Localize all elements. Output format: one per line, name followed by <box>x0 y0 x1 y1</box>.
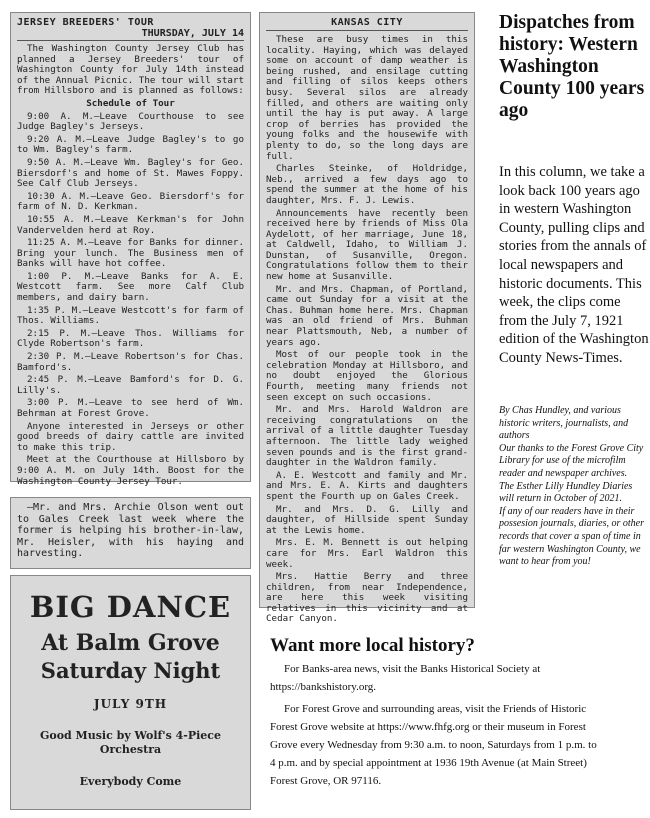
clipping-paragraph: Anyone interested in Jerseys or other good breeds of dairy cattle are invited to make this trip. <box>17 420 244 453</box>
clipping-paragraph: Meet at the Courthouse at Hillsboro by 9:00 A. M. on July 14th. Boost for the Washington County Jersey Tour. <box>17 454 244 487</box>
ad-time: Saturday Night <box>40 658 221 683</box>
clipping-paragraph: —Mr. and Mrs. Archie Olson went out to Gales Creek last week where the former is helping his brother-in-law, Mr. Heisler, with his haying and harvesting. <box>17 502 244 559</box>
clipping-big-dance-ad <box>10 575 251 810</box>
schedule-item: 1:00 P. M.—Leave Banks for A. E. Westcott farm. See more Calf Club members, and dairy barn. <box>17 270 244 304</box>
credit-line: Our thanks to the Forest Grove City Library for use of the microfilm reader and newspaper archives. <box>499 442 644 479</box>
schedule-item: 3:00 P. M.—Leave to see herd of Wm. Behrman at Forest Grove. <box>17 397 244 419</box>
clipping-paragraph: These are busy times in this locality. Haying, which was delayed some on account of damp weather is being rushed, and ensilage cutting and filling of silos keeps others busy. Several silos are already filled, and others are waiting only until the hay is put away. A large crop of berries has provided the young folks and the housewife with plenty to do, so the long days are full. <box>266 34 468 162</box>
clipping-kansas-city <box>259 12 475 625</box>
schedule-item: 11:25 A. M.—Leave for Banks for dinner. Bring your lunch. The Business men of Banks will have hot coffee. <box>17 237 244 270</box>
schedule-item: 9:50 A. M.—Leave Wm. Bagley's for Geo. Biersdorf's and home of St. Mawes Foppy. See Calf Club Jerseys. <box>17 156 244 190</box>
ad-headline: BIG DANCE <box>29 590 232 624</box>
schedule-item: 10:55 A. M.—Leave Kerkman's for John Vandervelden herd at Roy. <box>17 213 244 236</box>
clipping-paragraph: Mrs. Hattie Berry and three children, from near Independence, are here this week visiting relatives in this vicinity and at Cedar Canyon. <box>266 571 468 625</box>
clipping-paragraph: A. E. Westcott and family and Mr. and Mrs. E. A. Kirts and daughters spent the Fourth up on Gales Creek. <box>266 469 468 502</box>
schedule-item: 2:15 P. M.—Leave Thos. Williams for Clyde Robertson's farm. <box>17 327 244 350</box>
schedule-item: 9:20 A. M.—Leave Judge Bagley's to go to Wm. Bagley's farm. <box>17 133 244 156</box>
clipping-paragraph: Announcements have recently been received here by friends of Miss Ola Aydelott, of her marriage, June 18, at Caldwell, Idaho, to William J. Dunstan, of Susanville, Oregon. Congratulations follow them to their new home at Susanville. <box>266 207 468 283</box>
schedule-item: 1:35 P. M.—Leave Westcott's for farm of Thos. Williams. <box>17 304 244 327</box>
clipping-paragraph: Most of our people took in the celebration Monday at Hillsboro, and no doubt enjoyed the Glorious Fourth, meeting many friends not seen except on such occasions. <box>266 349 468 403</box>
ad-date: JULY 9TH <box>93 697 168 711</box>
ad-music: Good Music by Wolf's 4-Piece Orchestra <box>39 729 222 756</box>
clipping-header <box>266 17 468 31</box>
more-history-body <box>270 660 600 794</box>
credits <box>499 405 649 569</box>
credit-line: If any of our readers have in their possesion journals, diaries, or other records that cover a span of time in far western Washington County, we want to hear from you! <box>499 505 645 568</box>
schedule-item: 2:30 P. M.—Leave Robertson's for Chas. Bamford's. <box>17 351 244 373</box>
credit-line: By Chas Hundley, and various historic writers, journalists, and authors <box>499 405 629 442</box>
clipping-paragraph: Mrs. E. M. Bennett is out helping care for Mrs. Earl Waldron this week. <box>266 537 468 570</box>
schedule-title: Schedule of Tour <box>86 97 175 109</box>
clipping-paragraph: The Washington County Jersey Club has planned a Jersey Breeders' tour of Washington County for July 14th instead of the Annual Picnic. The tour will start from Hillsboro and is planned as follows: <box>17 43 244 97</box>
clipping-jersey-breeders-tour <box>10 12 251 487</box>
clipping-title: JERSEY BREEDERS' TOUR <box>17 17 154 28</box>
page-title: Dispatches from history: Western Washington County 100 years ago <box>499 12 645 121</box>
schedule-item: 10:30 A. M.—Leave Geo. Biersdorf's for farm of N. D. Kerkman. <box>17 190 244 213</box>
clipping-date: THURSDAY, JULY 14 <box>17 28 244 41</box>
clipping-title: KANSAS CITY <box>331 17 403 28</box>
ad-tagline: Everybody Come <box>79 775 182 788</box>
more-history-paragraph: For Forest Grove and surrounding areas, visit the Friends of Historic Forest Grove website at https://www.fhfg.org or their museum in Forest Grove every Wednesday from 9:30 a.m. to noon, Saturdays from 1 p.m. to 4 p.m. and by special appointment at 1936 19th Avenue (at Main Street) Forest Grove, OR 97116. <box>270 703 597 787</box>
clipping-olson-note <box>10 497 251 569</box>
intro-text: In this column, we take a look back 100 years ago in western Washington County, pulling clips and stories from the annals of local newspapers and historic documents. This week, the clips come from the July 7, 1921 edition of the Washington County News-Times. <box>499 164 649 366</box>
schedule-item: 9:00 A. M.—Leave Courthouse to see Judge Bagley's Jerseys. <box>17 110 244 133</box>
ad-location: At Balm Grove <box>41 630 220 656</box>
schedule-item: 2:45 P. M.—Leave Bamford's for D. G. Lilly's. <box>17 374 244 396</box>
clipping-paragraph: Charles Steinke, of Holdridge, Neb., arrived a few days ago to spend the summer at the home of his daughter, Mrs. F. J. Lewis. <box>266 163 468 206</box>
credit-line: The Esther Lilly Hundley Diaries will return in October of 2021. <box>499 480 633 505</box>
clipping-paragraph: Mr. and Mrs. Harold Waldron are receiving congratulations on the arrival of a little daughter Tuesday afternoon. The little lady weighed seven pounds and is the first grand-daughter in the Waldron family. <box>266 404 468 469</box>
more-history-paragraph: For Banks-area news, visit the Banks Historical Society at https://bankshistory.org. <box>270 663 541 693</box>
clipping-header <box>17 17 244 28</box>
clipping-paragraph: Mr. and Mrs. D. G. Lilly and daughter, of Hillside spent Sunday at the Lewis home. <box>266 503 468 536</box>
more-history-title: Want more local history? <box>270 635 475 656</box>
clipping-paragraph: Mr. and Mrs. Chapman, of Portland, came out Sunday for a visit at the Chas. Buhman home here. Mrs. Chapman was an old friend of Mrs. Buhman near Plattsmouth, Neb, a number of years ago. <box>266 283 468 348</box>
